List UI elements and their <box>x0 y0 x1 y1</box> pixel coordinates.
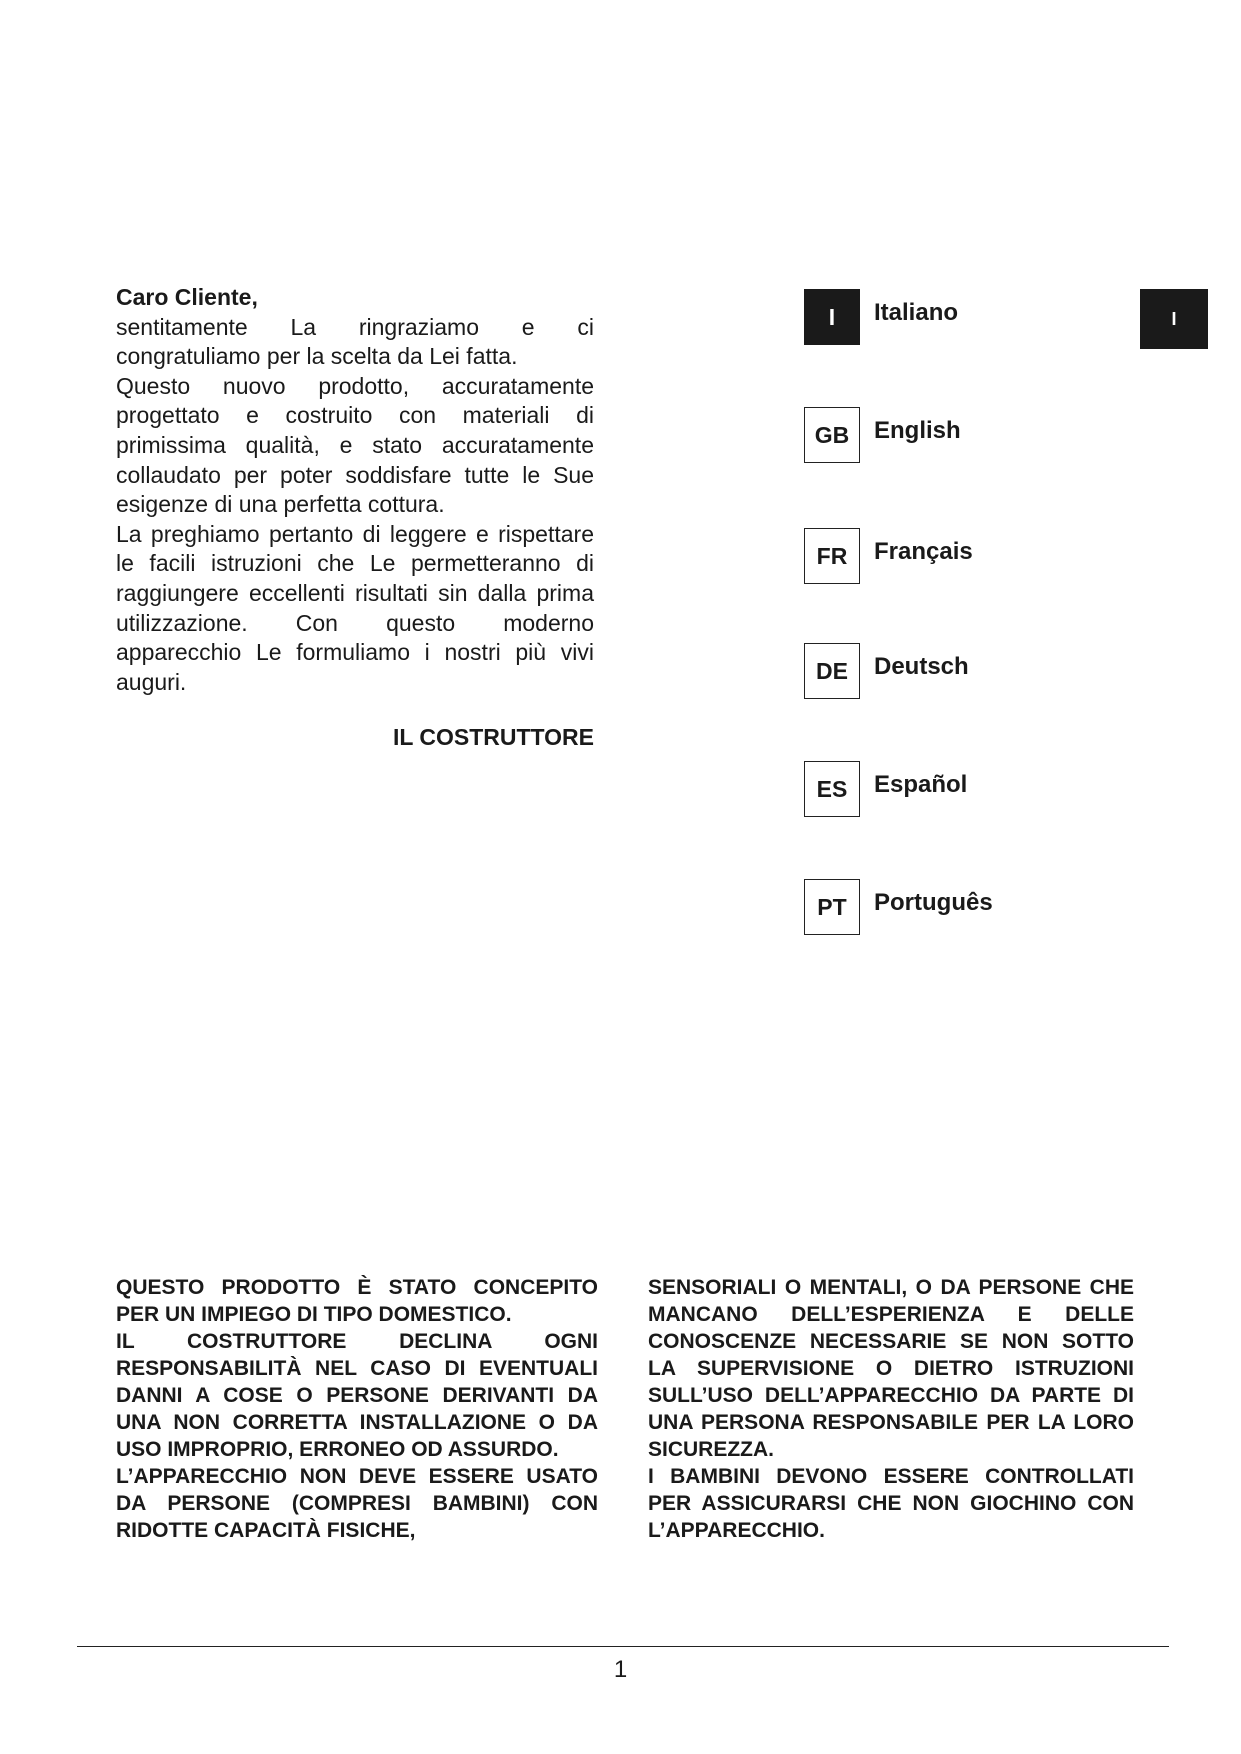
language-item-portugues[interactable] <box>804 879 1204 937</box>
language-code-badge: DE <box>804 643 860 699</box>
greeting: Caro Cliente, <box>116 284 258 310</box>
footer-divider <box>77 1646 1169 1647</box>
section-side-tab: I <box>1140 289 1208 349</box>
language-name: Italiano <box>874 299 959 326</box>
language-name: Português <box>874 889 993 916</box>
language-code-badge: I <box>804 289 860 345</box>
intro-letter <box>116 283 594 753</box>
warning-paragraph: I BAMBINI DEVONO ESSERE CONTROLLATI PER ASSICURARSI CHE NON GIOCHINO CON L’APPARECCHIO. <box>648 1465 1134 1542</box>
language-name: Français <box>874 538 973 565</box>
language-item-francais[interactable] <box>804 528 1204 586</box>
language-item-english[interactable] <box>804 407 1204 465</box>
page-number: 1 <box>613 1656 628 1683</box>
language-name: Español <box>874 771 968 798</box>
language-code-badge: FR <box>804 528 860 584</box>
language-code-badge: PT <box>804 879 860 935</box>
intro-paragraph: Questo nuovo prodotto, accuratamente progettato e costruito con materiali di primissima qualità, e stato accuratamente collaudato per poter soddisfare tutte le Sue esigenze di una perfetta cottura. <box>116 372 594 518</box>
warning-paragraph: IL COSTRUTTORE DECLINA OGNI RESPONSABILITÀ NEL CASO DI EVENTUALI DANNI A COSE O PERSONE DERIVANTI DA UNA NON CORRETTA INSTALLAZIONE O DA USO IMPROPRIO, ERRONEO OD ASSURDO. <box>116 1330 598 1461</box>
language-name: Deutsch <box>874 653 969 680</box>
language-item-deutsch[interactable] <box>804 643 1204 701</box>
language-code-badge: GB <box>804 407 860 463</box>
language-name: English <box>874 417 961 444</box>
intro-paragraph: La preghiamo pertanto di leggere e rispettare le facili istruzioni che Le permetteranno di raggiungere eccellenti risultati sin dalla prima utilizzazione. Con questo moderno apparecchio Le formuliamo i nostri più vivi auguri. <box>116 520 594 695</box>
warning-paragraph: SENSORIALI O MENTALI, O DA PERSONE CHE MANCANO DELL’ESPERIENZA E DELLE CONOSCENZE NECESSARIE SE NON SOTTO LA SUPERVISIONE O DIETRO ISTRUZIONI SULL’USO DELL’APPARECCHIO DA PARTE DI UNA PERSONA RESPONSABILE PER LA LORO SICUREZZA. <box>648 1276 1134 1461</box>
warning-paragraph: QUESTO PRODOTTO È STATO CONCEPITO PER UN IMPIEGO DI TIPO DOMESTICO. <box>116 1276 598 1326</box>
signature: IL COSTRUTTORE <box>392 724 594 751</box>
safety-warning-right <box>648 1274 1134 1544</box>
safety-warning-left <box>116 1274 598 1544</box>
language-item-espanol[interactable] <box>804 761 1204 819</box>
language-code-badge: ES <box>804 761 860 817</box>
warning-paragraph: L’APPARECCHIO NON DEVE ESSERE USATO DA PERSONE (COMPRESI BAMBINI) CON RIDOTTE CAPACITÀ FISICHE, <box>116 1465 598 1542</box>
intro-paragraph: sentitamente La ringraziamo e ci congratuliamo per la scelta da Lei fatta. <box>116 313 594 370</box>
